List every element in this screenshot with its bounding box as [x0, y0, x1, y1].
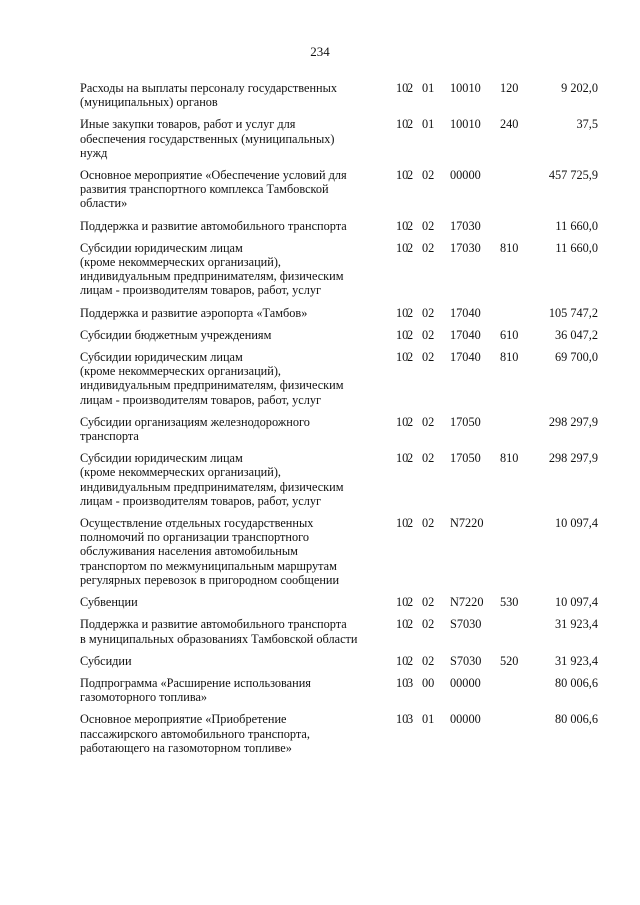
table-row — [80, 617, 601, 645]
row-description — [80, 306, 382, 320]
amount: 11 660,0 — [555, 218, 598, 233]
program-code: 00 — [422, 675, 435, 690]
description-line: Осуществление отдельных государственных — [80, 516, 314, 531]
subsection-code: 2 — [407, 617, 414, 632]
row-description — [80, 617, 382, 645]
expense-type-code: 530 — [500, 595, 519, 610]
program-code: 02 — [422, 653, 435, 668]
page-number: 234 — [310, 44, 330, 59]
article-code: N7220 — [450, 516, 484, 531]
description-line: лицам - производителям товаров, работ, услуг — [80, 283, 322, 298]
subsection-code: 2 — [407, 350, 414, 365]
budget-table — [80, 81, 601, 763]
table-row — [80, 350, 601, 407]
description-line: Поддержка и развитие автомобильного транспорта — [80, 218, 347, 233]
table-row — [80, 117, 601, 160]
row-description — [80, 676, 382, 704]
article-code: N7220 — [450, 595, 484, 610]
table-row — [80, 306, 601, 320]
description-line: Поддержка и развитие аэропорта «Тамбов» — [80, 305, 308, 320]
description-line: Субсидии юридическим лицам — [80, 350, 243, 365]
description-line: индивидуальным предпринимателям, физическим — [80, 479, 344, 494]
section-code: 10 — [396, 712, 409, 727]
description-line: Субсидии — [80, 653, 132, 668]
amount: 105 747,2 — [548, 305, 598, 320]
description-line: области» — [80, 196, 128, 211]
section-code: 10 — [396, 218, 409, 233]
description-line: обслуживания населения автомобильным — [80, 544, 298, 559]
section-code: 10 — [396, 168, 409, 183]
row-description — [80, 516, 382, 587]
description-line: Основное мероприятие «Приобретение — [80, 712, 287, 727]
section-code: 10 — [396, 350, 409, 365]
article-code: 00000 — [450, 712, 481, 727]
description-line: Иные закупки товаров, работ и услуг для — [80, 117, 296, 132]
amount: 9 202,0 — [561, 81, 598, 95]
article-code: 17040 — [450, 305, 481, 320]
description-line: Расходы на выплаты персоналу государственных — [80, 81, 338, 95]
amount: 69 700,0 — [554, 350, 598, 365]
description-line: Субсидии юридическим лицам — [80, 240, 243, 255]
row-description — [80, 117, 382, 160]
description-line: пассажирского автомобильного транспорта, — [80, 726, 310, 741]
description-line: газомоторного топлива» — [80, 690, 208, 705]
article-code: 17050 — [450, 414, 481, 429]
table-row — [80, 712, 601, 755]
article-code: S7030 — [450, 653, 482, 668]
program-code: 02 — [422, 516, 435, 531]
row-description — [80, 81, 382, 109]
section-code: 10 — [396, 414, 409, 429]
description-line: полномочий по организации транспортного — [80, 530, 309, 545]
table-row — [80, 241, 601, 298]
description-line: (муниципальных) органов — [80, 95, 218, 110]
table-row — [80, 168, 601, 211]
description-line: транспорта — [80, 429, 139, 444]
expense-type-code: 810 — [500, 451, 519, 466]
section-code: 10 — [396, 675, 409, 690]
table-row — [80, 676, 601, 704]
section-code: 10 — [396, 516, 409, 531]
description-line: индивидуальным предпринимателям, физическим — [80, 269, 344, 284]
article-code: 17040 — [450, 350, 481, 365]
expense-type-code: 610 — [500, 327, 519, 342]
row-description — [80, 168, 382, 211]
description-line: транспортом по межмуниципальным маршрутам — [80, 558, 337, 573]
amount: 11 660,0 — [555, 240, 598, 255]
subsection-code: 2 — [407, 117, 414, 132]
description-line: Подпрограмма «Расширение использования — [80, 675, 311, 690]
amount: 80 006,6 — [554, 675, 598, 690]
subsection-code: 2 — [407, 595, 414, 610]
table-row — [80, 415, 601, 443]
description-line: Поддержка и развитие автомобильного транспорта — [80, 617, 347, 632]
subsection-code: 2 — [407, 218, 414, 233]
row-description — [80, 654, 382, 668]
amount: 457 725,9 — [548, 168, 598, 183]
program-code: 02 — [422, 168, 435, 183]
description-line: Субвенции — [80, 595, 138, 610]
subsection-code: 2 — [407, 414, 414, 429]
article-code: 00000 — [450, 168, 481, 183]
description-line: (кроме некоммерческих организаций), — [80, 364, 281, 379]
amount: 31 923,4 — [554, 653, 598, 668]
article-code: S7030 — [450, 617, 482, 632]
program-code: 02 — [422, 350, 435, 365]
description-line: (кроме некоммерческих организаций), — [80, 465, 281, 480]
subsection-code: 2 — [407, 327, 414, 342]
section-code: 10 — [396, 305, 409, 320]
description-line: развития транспортного комплекса Тамбовской — [80, 182, 329, 197]
description-line: лицам - производителям товаров, работ, услуг — [80, 392, 322, 407]
description-line: нужд — [80, 145, 108, 160]
article-code: 17030 — [450, 218, 481, 233]
program-code: 02 — [422, 595, 435, 610]
table-row — [80, 219, 601, 233]
description-line: Основное мероприятие «Обеспечение условий для — [80, 168, 347, 183]
amount: 10 097,4 — [554, 516, 598, 531]
subsection-code: 3 — [407, 712, 414, 727]
section-code: 10 — [396, 81, 409, 95]
section-code: 10 — [396, 653, 409, 668]
article-code: 17050 — [450, 451, 481, 466]
section-code: 10 — [396, 117, 409, 132]
amount: 37,5 — [576, 117, 598, 132]
subsection-code: 2 — [407, 168, 414, 183]
section-code: 10 — [396, 451, 409, 466]
table-row — [80, 595, 601, 609]
row-description — [80, 415, 382, 443]
section-code: 10 — [396, 595, 409, 610]
expense-type-code: 810 — [500, 240, 519, 255]
description-line: регулярных перевозок в пригородном сообщении — [80, 572, 340, 587]
expense-type-code: 240 — [500, 117, 519, 132]
subsection-code: 2 — [407, 305, 414, 320]
row-description — [80, 595, 382, 609]
expense-type-code: 810 — [500, 350, 519, 365]
subsection-code: 2 — [407, 516, 414, 531]
amount: 298 297,9 — [548, 451, 598, 466]
description-line: работающего на газомоторном топливе» — [80, 740, 292, 755]
program-code: 02 — [422, 218, 435, 233]
program-code: 02 — [422, 305, 435, 320]
description-line: Субсидии организациям железнодорожного — [80, 414, 310, 429]
subsection-code: 3 — [407, 675, 414, 690]
program-code: 01 — [422, 81, 435, 95]
table-row — [80, 451, 601, 508]
program-code: 02 — [422, 327, 435, 342]
article-code: 10010 — [450, 81, 481, 95]
program-code: 02 — [422, 240, 435, 255]
amount: 31 923,4 — [554, 617, 598, 632]
row-description — [80, 219, 382, 233]
description-line: обеспечения государственных (муниципальных) — [80, 131, 335, 146]
description-line: индивидуальным предпринимателям, физическим — [80, 378, 344, 393]
table-row — [80, 654, 601, 668]
row-description — [80, 712, 382, 755]
description-line: Субсидии бюджетным учреждениям — [80, 327, 272, 342]
amount: 80 006,6 — [554, 712, 598, 727]
amount: 298 297,9 — [548, 414, 598, 429]
description-line: (кроме некоммерческих организаций), — [80, 255, 281, 270]
article-code: 17040 — [450, 327, 481, 342]
row-description — [80, 350, 382, 407]
program-code: 02 — [422, 451, 435, 466]
subsection-code: 2 — [407, 81, 414, 95]
subsection-code: 2 — [407, 240, 414, 255]
subsection-code: 2 — [407, 653, 414, 668]
row-description — [80, 241, 382, 298]
article-code: 00000 — [450, 675, 481, 690]
row-description — [80, 328, 382, 342]
description-line: лицам - производителям товаров, работ, услуг — [80, 493, 322, 508]
article-code: 10010 — [450, 117, 481, 132]
program-code: 02 — [422, 617, 435, 632]
article-code: 17030 — [450, 240, 481, 255]
section-code: 10 — [396, 617, 409, 632]
program-code: 01 — [422, 712, 435, 727]
program-code: 01 — [422, 117, 435, 132]
description-line: Субсидии юридическим лицам — [80, 451, 243, 466]
section-code: 10 — [396, 240, 409, 255]
section-code: 10 — [396, 327, 409, 342]
row-description — [80, 451, 382, 508]
amount: 36 047,2 — [554, 327, 598, 342]
amount: 10 097,4 — [554, 595, 598, 610]
table-row — [80, 516, 601, 587]
table-row — [80, 328, 601, 342]
table-row — [80, 81, 601, 109]
expense-type-code: 520 — [500, 653, 519, 668]
expense-type-code: 120 — [500, 81, 519, 95]
description-line: в муниципальных образованиях Тамбовской области — [80, 631, 358, 646]
program-code: 02 — [422, 414, 435, 429]
subsection-code: 2 — [407, 451, 414, 466]
